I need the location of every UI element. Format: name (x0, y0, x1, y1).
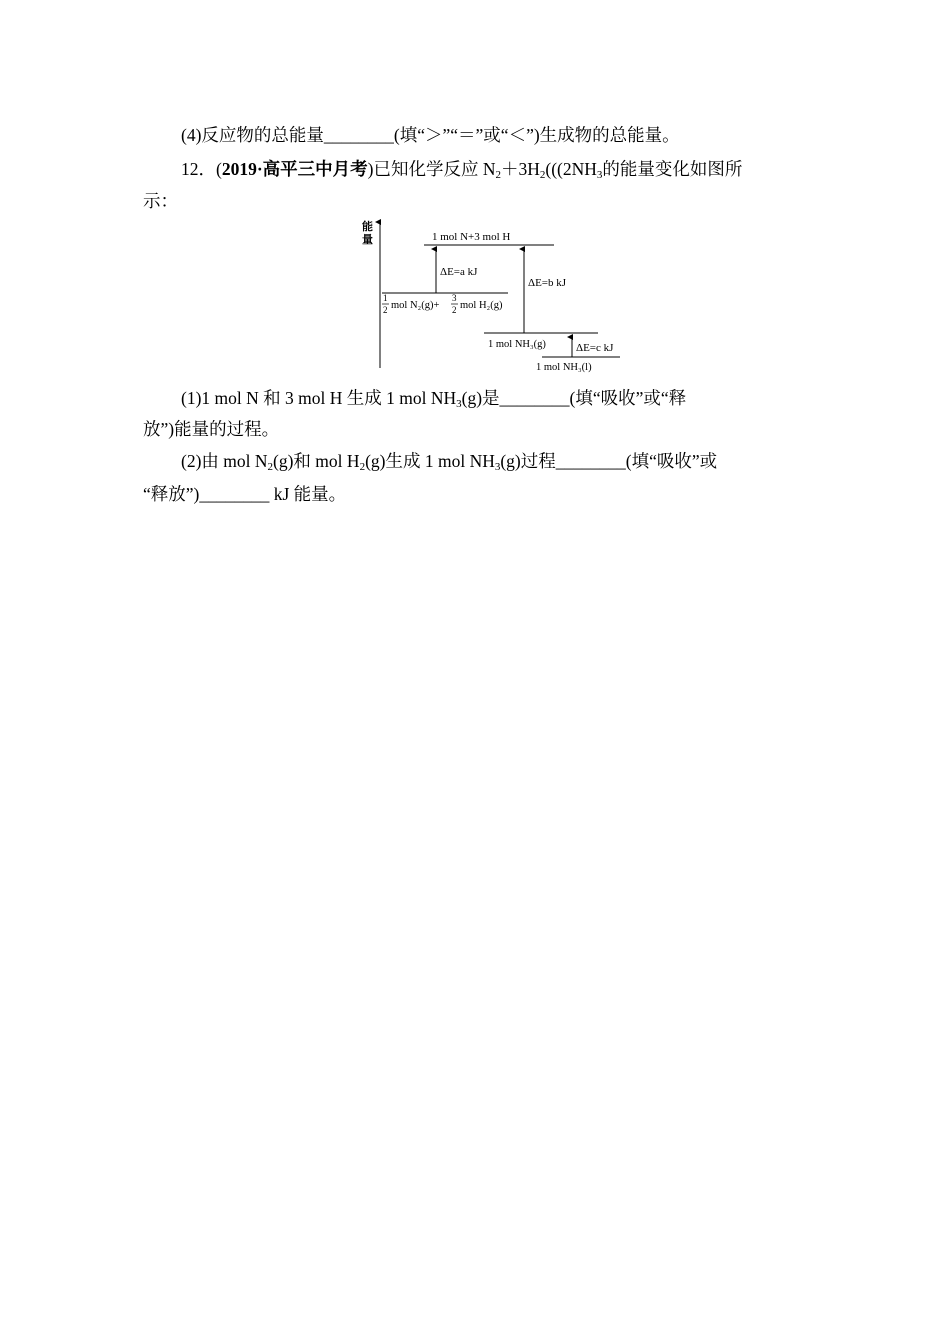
question-12-text-d: 的能量变化如图所 (602, 159, 743, 179)
question-4-line (181, 124, 680, 146)
axis-label-1: 能 (362, 221, 373, 233)
question-12-text-a: )已知化学反应 N (367, 159, 496, 179)
question-12-1-line-1 (181, 387, 686, 409)
delta-a-label: ΔE=a kJ (440, 266, 478, 278)
fraction-1-numerator: 1 (383, 293, 388, 303)
question-12-1-sub: 3 (456, 398, 462, 410)
fraction-2-numerator: 3 (452, 293, 457, 303)
fraction-2-denominator: 2 (452, 305, 457, 315)
question-12-text-b: ＋3H (501, 159, 540, 179)
question-12-2-line-2 (143, 483, 346, 505)
question-12-1-text-a: (1)1 mol N 和 3 mol H 生成 1 mol NH (181, 388, 457, 408)
question-12-text-e: 示： (143, 191, 178, 211)
reactant-end-label: mol H₂(g) (460, 300, 503, 311)
question-12-source: 2019·高平三中月考 (221, 159, 368, 179)
delta-c-label: ΔE=c kJ (576, 342, 614, 354)
question-12-line-2 (143, 190, 178, 212)
question-12-number: 12．( (181, 159, 222, 179)
question-12-2-sub-2: 2 (359, 461, 366, 473)
question-12-text-c: (((2NH (545, 159, 597, 179)
reactant-mid-label: mol N₂(g)+ (391, 300, 440, 311)
question-12-sub-1: 2 (495, 169, 502, 181)
energy-diagram-svg (350, 216, 640, 378)
question-12-2-text-e: “释放”)________ kJ 能量。 (143, 484, 347, 504)
question-4-text: (4)反应物的总能量________(填“＞”“＝”或“＜”)生成物的总能量。 (181, 125, 680, 145)
question-12-2-sub-3: 3 (494, 461, 501, 473)
question-12-sub-2: 2 (539, 169, 546, 181)
top-level-label: 1 mol N+3 mol H (432, 231, 511, 243)
question-12-1-text-b: (g)是________(填“吸收”或“释 (461, 388, 687, 408)
question-12-2-sub-1: 2 (267, 461, 274, 473)
question-12-1-text-c: 放”)能量的过程。 (143, 419, 280, 439)
question-12-2-text-c: (g)生成 1 mol NH (365, 451, 495, 471)
question-12-2-text-d: (g)过程________(填“吸收”或 (500, 451, 718, 471)
fraction-1-denominator: 2 (383, 305, 388, 315)
question-12-1-line-2 (143, 418, 279, 440)
question-12-2-line-1 (181, 450, 717, 472)
nh3-gas-label: 1 mol NH₃(g) (488, 339, 546, 350)
axis-label-2: 量 (362, 234, 373, 246)
question-12-sub-3: 3 (596, 169, 603, 181)
question-12-2-text-b: (g)和 mol H (273, 451, 360, 471)
energy-level-diagram (350, 216, 640, 383)
nh3-liquid-label: 1 mol NH₃(l) (536, 362, 592, 373)
delta-b-label: ΔE=b kJ (528, 277, 567, 289)
question-12-2-text-a: (2)由 mol N (181, 451, 268, 471)
question-12-line-1 (181, 158, 742, 180)
